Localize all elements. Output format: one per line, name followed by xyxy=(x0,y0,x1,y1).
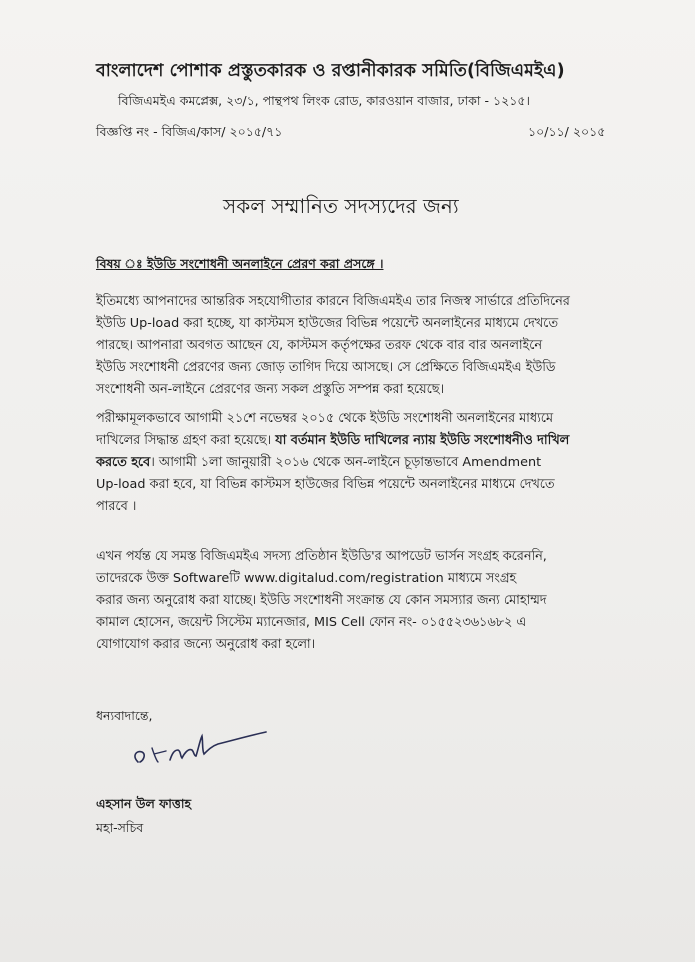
emphasized-text: যা বর্তমান ইউডি দাখিলের ন্যায় ইউডি সংশোধনীও দাখিল xyxy=(275,433,570,448)
paragraph-line xyxy=(96,452,636,474)
paragraph-line: ইতিমধ্যে আপনাদের আন্তরিক সহযোগীতার কারনে বিজিএমইএ তার নিজস্ব সার্ভারে প্রতিদিনের xyxy=(96,294,570,309)
handwritten-signature xyxy=(126,726,276,776)
notice-date: ১০/১১/ ২০১৫ xyxy=(528,124,606,139)
emphasized-text: করতে হবে xyxy=(96,455,151,470)
paragraph-text: দাখিলের সিদ্ধান্ত গ্রহণ করা হয়েছে। xyxy=(96,433,276,448)
paragraph-line: Up-load করা হবে, যা বিভিন্ন কাস্টমস হাউজের বিভিন্ন পয়েন্টে অনলাইনের মাধ্যমে দেখতে xyxy=(96,477,555,492)
paragraph-line: এখন পর্যন্ত যে সমস্ত বিজিএমইএ সদস্য প্রতিষ্ঠান ইউডি'র আপডেট ভার্সন সংগ্রহ করেননি, xyxy=(96,549,547,564)
paragraph-line: কামাল হোসেন, জয়েন্ট সিস্টেম ম্যানেজার, MIS Cell ফোন নং- ০১৫৫২৩৬১৬৮২ এ xyxy=(96,615,527,630)
closing-salutation: ধন্যবাদান্তে, xyxy=(96,708,153,723)
paragraph-3 xyxy=(96,546,636,656)
paragraph-1 xyxy=(96,291,636,401)
paragraph-line: যোগাযোগ করার জন্যে অনুরোধ করা হলো। xyxy=(96,637,316,652)
signer-name: এহসান উল ফাত্তাহ xyxy=(96,796,192,811)
paragraph-line: পরীক্ষামূলকভাবে আগামী ২১শে নভেম্বর ২০১৫ থেকে ইউডি সংশোধনী অনলাইনের মাধ্যমে xyxy=(96,411,554,426)
paragraph-line xyxy=(96,430,636,452)
signer-title: মহা-সচিব xyxy=(96,820,144,835)
paragraph-text: । আগামী ১লা জানুয়ারী ২০১৬ থেকে অন-লাইনে চূড়ান্তভাবে Amendment xyxy=(150,455,542,470)
paragraph-line: সংশোধনী অন-লাইনে প্রেরণের জন্য সকল প্রস্তুতি সম্পন্ন করা হয়েছে। xyxy=(96,382,445,397)
paragraph-line: করার জন্য অনুরোধ করা যাচ্ছে। ইউডি সংশোধনী সংক্রান্ত যে কোন সমস্যার জন্য মোহাম্মদ xyxy=(96,593,547,608)
paragraph-line: পারছে। আপনারা অবগত আছেন যে, কাস্টমস কর্তৃপক্ষের তরফ থেকে বার বার অনলাইনে xyxy=(96,338,542,353)
organization-address: বিজিএমইএ কমপ্লেক্স, ২৩/১, পান্থপথ লিংক রোড, কারওয়ান বাজার, ঢাকা - ১২১৫। xyxy=(118,93,530,108)
paragraph-line: ইউডি সংশোধনী প্রেরণের জন্য জোড় তাগিদ দিয়ে আসছে। সে প্রেক্ষিতে বিজিএমইএ ইউডি xyxy=(96,360,556,375)
paragraph-line: ইউডি Up-load করা হচ্ছে, যা কাস্টমস হাউজের বিভিন্ন পয়েন্টে অনলাইনের মাধ্যমে দেখতে xyxy=(96,316,558,331)
notice-number: বিজ্ঞপ্তি নং - বিজিএ/কাস/ ২০১৫/৭১ xyxy=(96,124,283,139)
organization-name: বাংলাদেশ পোশাক প্রস্তুতকারক ও রপ্তানীকারক সমিতি(বিজিএমইএ) xyxy=(96,61,565,81)
notice-subject: বিষয় ঃ ইউডি সংশোধনী অনলাইনে প্রেরণ করা প্রসঙ্গে । xyxy=(96,256,384,271)
notice-heading: সকল সম্মানিত সদস্যদের জন্য xyxy=(223,194,459,218)
paragraph-2 xyxy=(96,408,636,518)
paragraph-line: পারবে । xyxy=(96,499,137,514)
paragraph-line: তাদেরকে উক্ত Softwareটি www.digitalud.com/registration মাধ্যমে সংগ্রহ xyxy=(96,571,517,586)
